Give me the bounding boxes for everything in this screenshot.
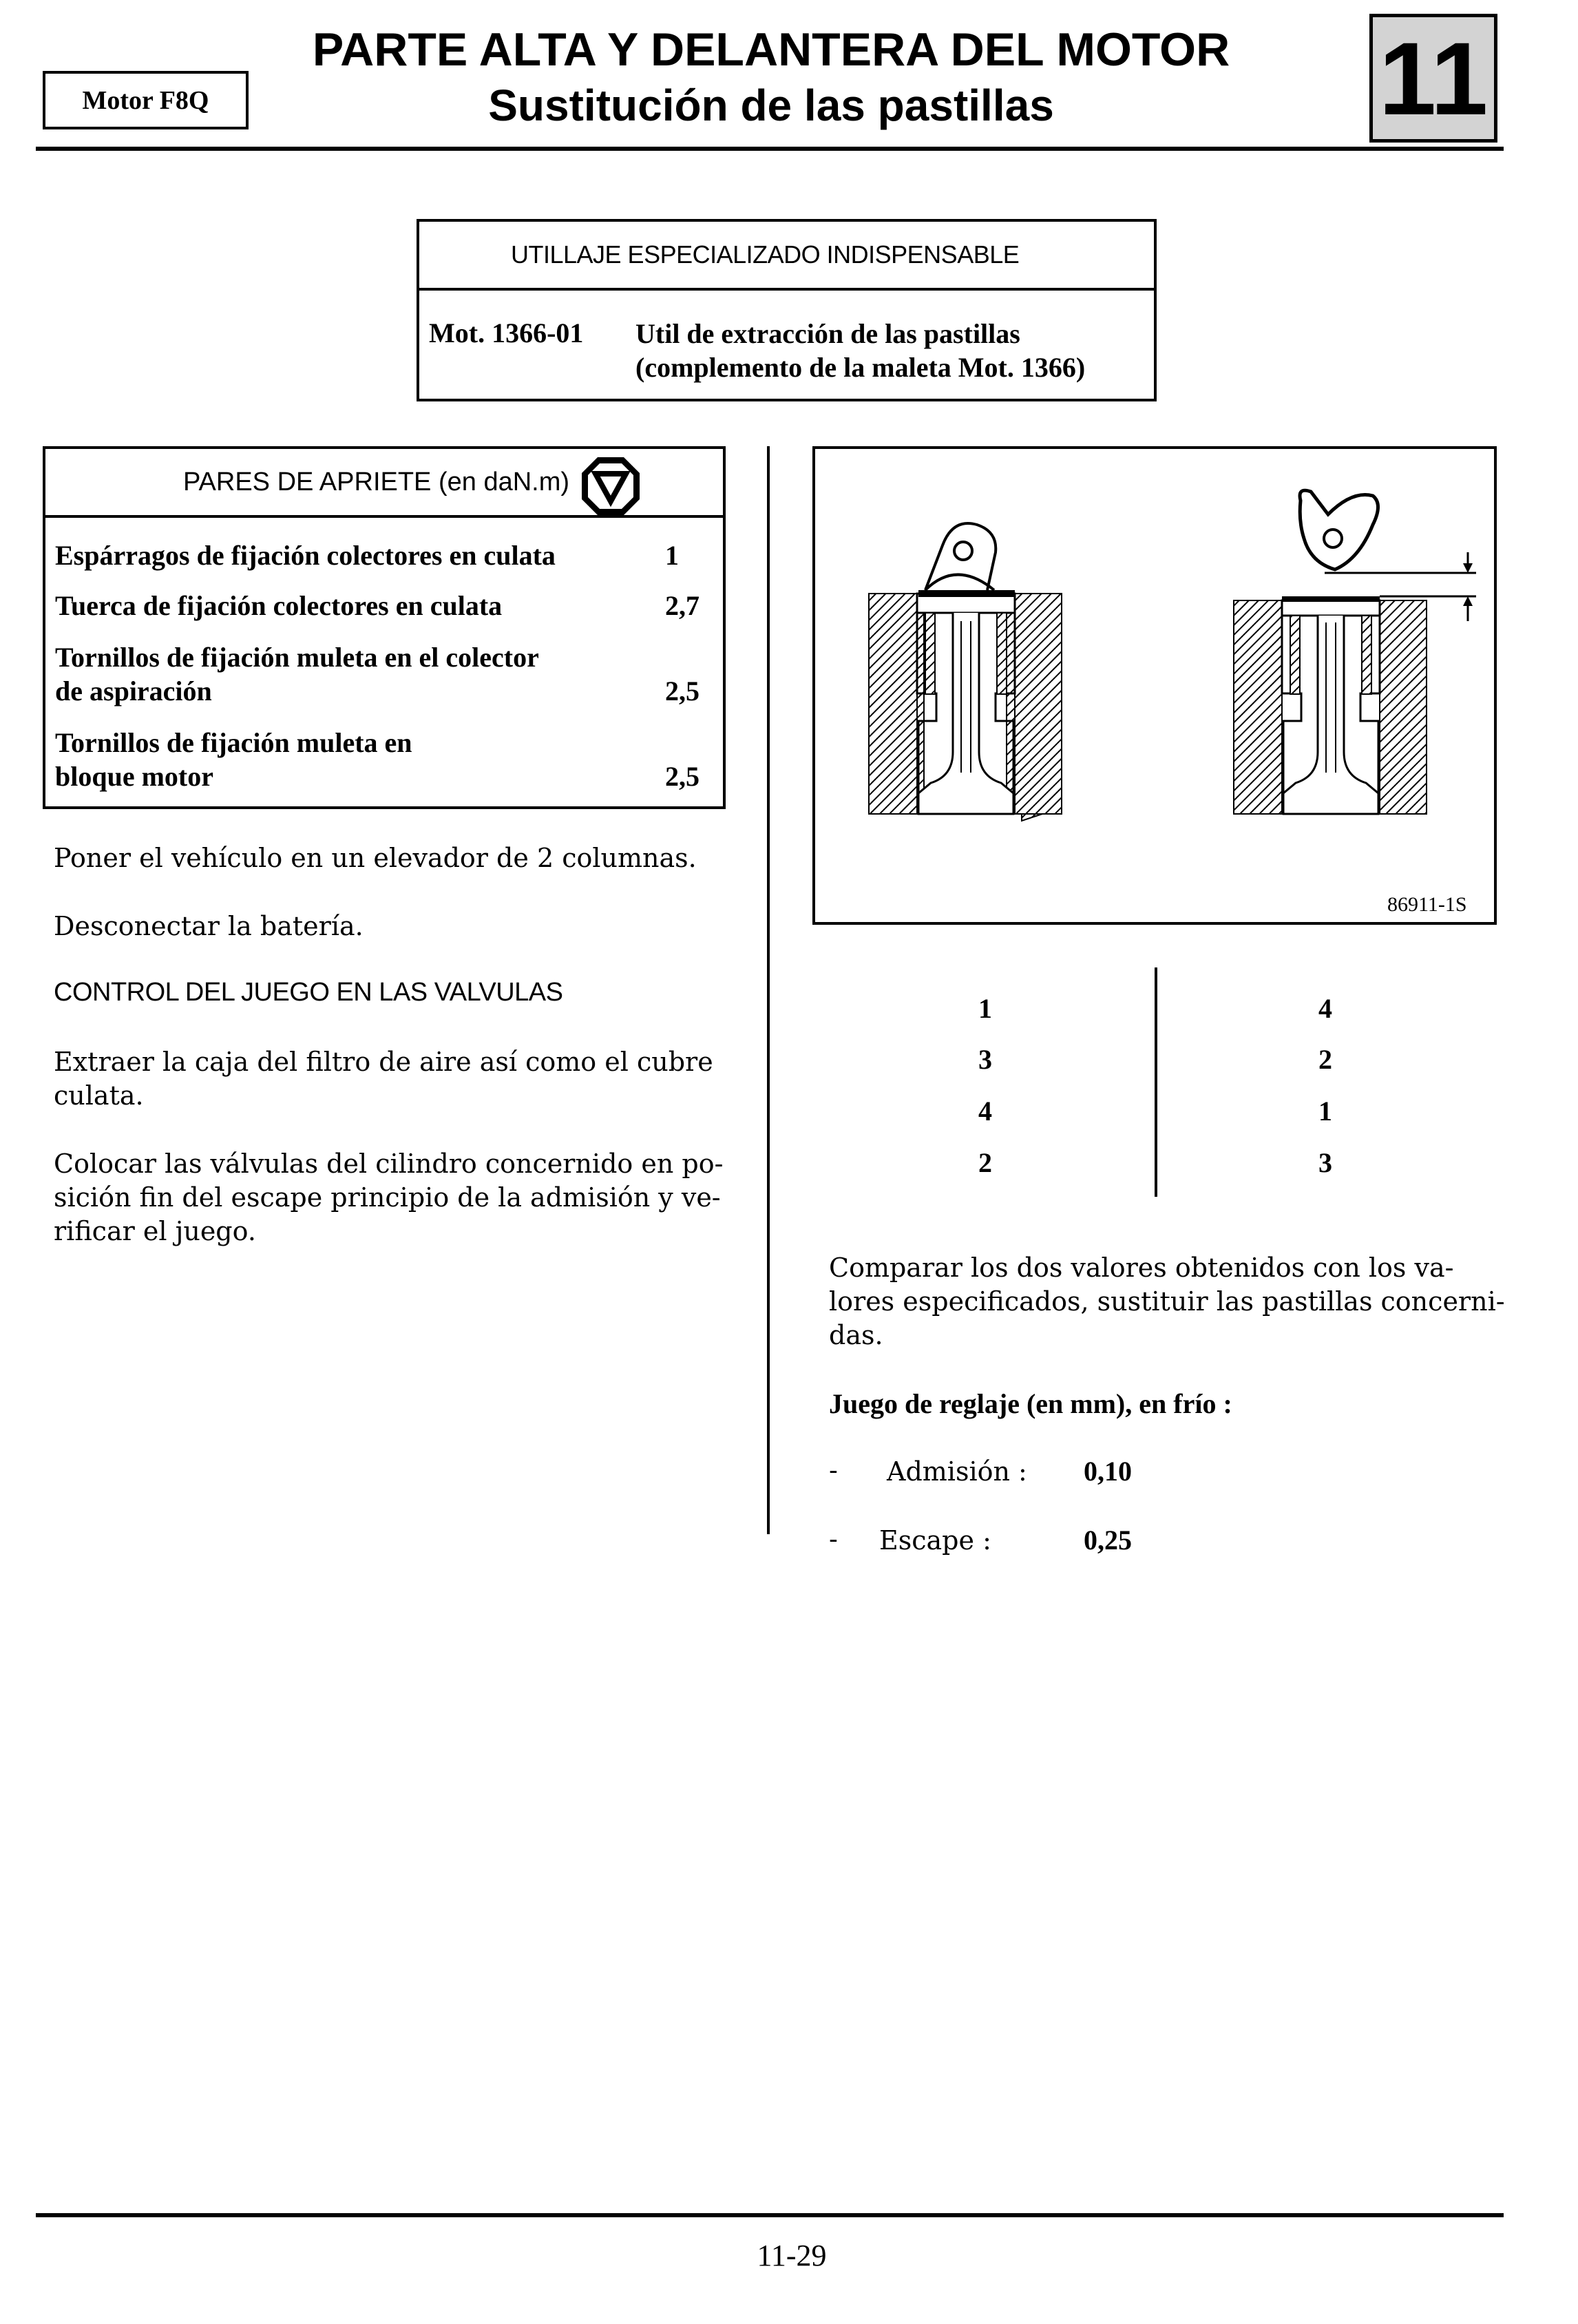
paragraph-line: Colocar las válvulas del cilindro concernido en po- (54, 1149, 724, 1179)
valve-assembly-right (1234, 490, 1476, 814)
order-cell: 4 (1318, 993, 1332, 1024)
torque-row-label: Tornillos de fijación muleta en (55, 727, 412, 758)
motor-label: Motor F8Q (43, 71, 249, 129)
order-cell: 1 (978, 993, 992, 1024)
order-cell: 2 (978, 1147, 992, 1178)
torque-row-label: bloque motor (55, 761, 213, 792)
tooling-heading: UTILLAJE ESPECIALIZADO INDISPENSABLE (419, 222, 1154, 291)
paragraph-line: Comparar los dos valores obtenidos con los va- (829, 1253, 1454, 1283)
footer-rule (36, 2213, 1504, 2217)
paragraph: Poner el vehículo en un elevador de 2 columnas. (54, 843, 697, 873)
torque-row-value: 2,7 (665, 590, 699, 621)
page-title: PARTE ALTA Y DELANTERA DEL MOTOR (312, 23, 1230, 76)
order-cell: 4 (978, 1096, 992, 1127)
torque-row-label: de aspiración (55, 676, 212, 706)
order-cell: 3 (1318, 1147, 1332, 1178)
page-subtitle: Sustitución de las pastillas (488, 81, 1054, 130)
clearance-label: Admisión : (887, 1456, 1027, 1487)
torque-row-value: 2,5 (665, 761, 699, 792)
valve-illustration (815, 449, 1494, 922)
paragraph: Desconectar la batería. (54, 911, 364, 941)
paragraph-line: rificar el juego. (54, 1216, 256, 1246)
section-heading: CONTROL DEL JUEGO EN LAS VALVULAS (54, 978, 563, 1007)
torque-row-label: Espárragos de fijación colectores en culata (55, 540, 556, 571)
paragraph (54, 1147, 723, 1248)
valve-assembly-left (869, 523, 1062, 821)
paragraph (54, 1045, 713, 1113)
paragraph-line: das. (829, 1320, 883, 1350)
chapter-number: 11 (1369, 14, 1497, 143)
clearance-label: Escape : (879, 1525, 991, 1556)
paragraph-line: sición fin del escape principio de la admisión y ve- (54, 1182, 721, 1213)
torque-table (43, 446, 726, 809)
header-rule (36, 147, 1504, 151)
order-cell: 2 (1318, 1044, 1332, 1075)
paragraph (829, 1251, 1505, 1352)
list-dash: - (829, 1455, 838, 1485)
column-divider (767, 446, 770, 1534)
tool-description-line: Util de extracción de las pastillas (635, 318, 1020, 349)
valve-figure (812, 446, 1497, 925)
order-cell: 1 (1318, 1096, 1332, 1127)
order-table-divider (1155, 967, 1157, 1197)
page-number: 11-29 (757, 2239, 827, 2272)
tooling-table (417, 219, 1157, 401)
clearance-heading: Juego de reglaje (en mm), en frío : (829, 1388, 1232, 1419)
torque-row-label: Tuerca de fijación colectores en culata (55, 590, 503, 621)
list-dash: - (829, 1524, 838, 1554)
paragraph-line: lores especificados, sustituir las pastillas concerni- (829, 1286, 1505, 1317)
paragraph-line: culata. (54, 1080, 144, 1111)
torque-row-label: Tornillos de fijación muleta en el colector (55, 642, 539, 673)
figure-code: 86911-1S (1387, 893, 1467, 916)
torque-wrench-icon (579, 454, 642, 518)
clearance-value: 0,10 (1084, 1456, 1132, 1487)
tool-description (635, 317, 1085, 384)
torque-row-value: 2,5 (665, 676, 699, 706)
order-cell: 3 (978, 1044, 992, 1075)
torque-heading: PARES DE APRIETE (en daN.m) (45, 449, 723, 518)
torque-row-value: 1 (665, 540, 679, 571)
clearance-value: 0,25 (1084, 1525, 1132, 1556)
paragraph-line: Extraer la caja del filtro de aire así como el cubre (54, 1047, 713, 1077)
tool-code: Mot. 1366-01 (429, 317, 584, 348)
tool-description-line: (complemento de la maleta Mot. 1366) (635, 352, 1086, 383)
